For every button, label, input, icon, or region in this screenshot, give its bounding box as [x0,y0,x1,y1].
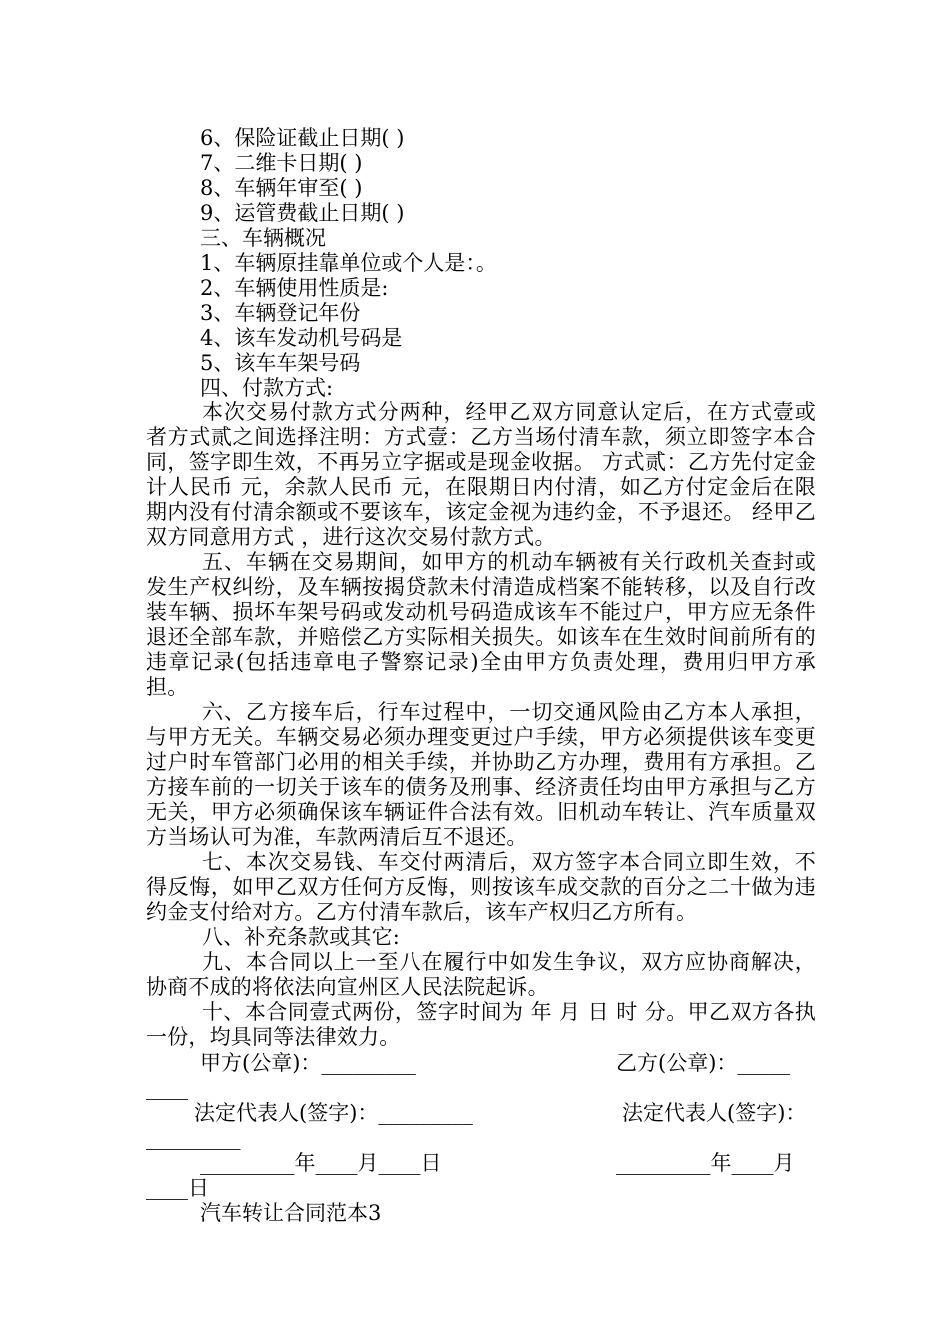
section-3-heading: 三、车辆概况 [200,226,326,250]
item-9: 9、运管费截止日期( ) [200,201,405,225]
party-a-seal: 甲方(公章)：_________ [200,1051,416,1075]
clause-7-paragraph: 七、本次交易钱、车交付两清后，双方签字本合同立即生效，不得反悔，如甲乙双方任何方反悔，则按该车成交款的百分之二十做为违约金支付给对方。乙方付清车款后，该车产权归乙方所有。 [146,850,816,924]
party-b-representative-cont: _________ [146,1126,241,1150]
item-6: 6、保险证截止日期( ) [200,126,405,150]
payment-paragraph: 本次交易付款方式分两种，经甲乙双方同意认定后，在方式壹或者方式贰之间选择注明：方式壹：乙方当场付清车款，须立即签字本合同，签字即生效，不再另立字据或是现金收据。 方式贰：乙方先付定金计人民币 元，余款人民币 元，在限期日内付清，如乙方付定金后在限期内没有付清余额或不要该车，该定金视为违约金，不予退还。 经甲乙双方同意用方式 ，进行这次交易付款方式。 [146,400,816,549]
clause-10-paragraph: 十、本合同壹式两份，签字时间为 年 月 日 时 分。甲乙双方各执一份，均具同等法律效力。 [146,1000,816,1049]
next-contract-title: 汽车转让合同范本3 [200,1201,382,1225]
party-a-date: _________年____月____日 [200,1151,442,1175]
clause-8-paragraph: 八、补充条款或其它: [202,925,401,949]
party-b-seal: 乙方(公章)：_____ [616,1051,790,1075]
vehicle-item-2: 2、车辆使用性质是: [200,276,389,300]
item-7: 7、二维卡日期( ) [200,151,363,175]
clause-9-paragraph: 九、本合同以上一至八在履行中如发生争议，双方应协商解决，协商不成的将依法向宣州区人民法院起诉。 [146,950,816,999]
vehicle-item-5: 5、该车车架号码 [200,351,361,375]
clause-5-paragraph: 五、车辆在交易期间，如甲方的机动车辆被有关行政机关查封或发生产权纠纷，及车辆按揭贷款未付清造成档案不能转移，以及自行改装车辆、损坏车架号码或发动机号码造成该车不能过户，甲方应无条件退还全部车款，并赔偿乙方实际相关损失。如该车在生效时间前所有的违章记录(包括违章电子警察记录)全由甲方负责处理，费用归甲方承担。 [146,550,816,699]
item-8: 8、车辆年审至( ) [200,176,363,200]
vehicle-item-1: 1、车辆原挂靠单位或个人是：。 [200,251,497,275]
vehicle-item-4: 4、该车发动机号码是 [200,326,403,350]
party-b-date: _________年____月 [616,1151,795,1175]
section-4-heading: 四、付款方式: [200,376,334,400]
party-b-date-cont: ____日 [146,1176,209,1200]
party-b-representative: 法定代表人(签字)： [622,1101,807,1125]
party-b-seal-cont: ____ [146,1076,188,1100]
clause-6-paragraph: 六、乙方接车后，行车过程中，一切交通风险由乙方本人承担，与甲方无关。车辆交易必须办理变更过户手续，甲方必须提供该车变更过户时车管部门必用的相关手续，并协助乙方办理，费用有方承担。乙方接车前的一切关于该车的债务及刑事、经济责任均由甲方承担与乙方无关，甲方必须确保该车辆证件合法有效。旧机动车转让、汽车质量双方当场认可为准，车款两清后互不退还。 [146,700,816,849]
vehicle-item-3: 3、车辆登记年份 [200,301,361,325]
party-a-representative: 法定代表人(签字)：_________ [194,1101,473,1125]
